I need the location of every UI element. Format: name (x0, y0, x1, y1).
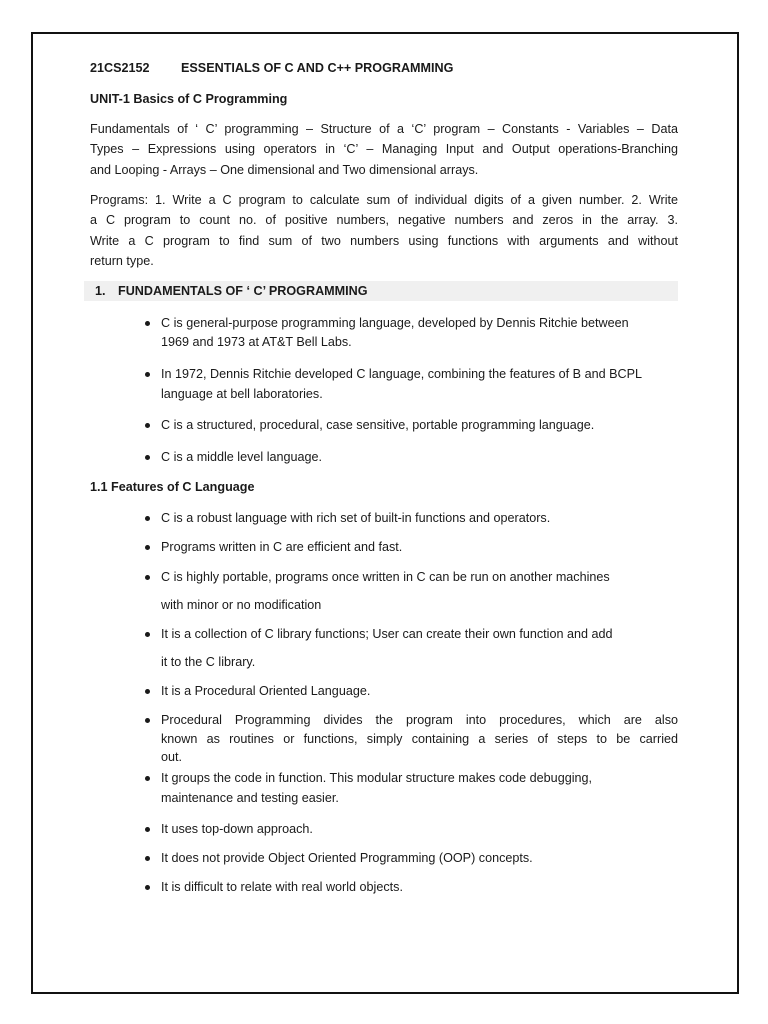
bullet-text: In 1972, Dennis Ritchie developed C language, combining the features of B and BCPL (161, 367, 642, 381)
bullet-icon (145, 776, 150, 781)
bullet-text: It groups the code in function. This modular structure makes code debugging, (161, 771, 593, 785)
bullet-icon (145, 718, 150, 723)
section-title: FUNDAMENTALS OF ‘ C’ PROGRAMMING (118, 284, 368, 298)
bullet-text: C is highly portable, programs once written in C can be run on another machines (161, 570, 610, 584)
bullet-text: C is general-purpose programming language, developed by Dennis Ritchie between (161, 316, 629, 330)
bullet-icon (145, 321, 150, 326)
course-title: ESSENTIALS OF C AND C++ PROGRAMMING (181, 61, 454, 75)
bullet-text: language at bell laboratories. (161, 387, 323, 401)
bullet-text: with minor or no modification (161, 598, 322, 612)
bullet-text: C is a robust language with rich set of built-in functions and operators. (161, 511, 551, 525)
programs-line: a C program to count no. of positive numbers, negative numbers and zeros in the array. 3. (90, 213, 678, 227)
course-code: 21CS2152 (90, 61, 150, 75)
bullet-icon (145, 516, 150, 521)
bullet-text: It is a Procedural Oriented Language. (161, 684, 371, 698)
bullet-icon (145, 575, 150, 580)
bullet-text: It is difficult to relate with real world objects. (161, 880, 403, 894)
bullet-icon (145, 632, 150, 637)
bullet-icon (145, 856, 150, 861)
unit-title: UNIT-1 Basics of C Programming (90, 92, 288, 106)
subsection-title: 1.1 Features of C Language (90, 480, 255, 494)
bullet-icon (145, 455, 150, 460)
section-number: 1. (95, 284, 106, 298)
bullet-text: Procedural Programming divides the program into procedures, which are also (161, 713, 678, 727)
bullet-icon (145, 885, 150, 890)
syllabus-line: Fundamentals of ‘ C’ programming – Structure of a ‘C’ program – Constants - Variables – Data (90, 122, 678, 136)
bullet-text: known as routines or functions, simply containing a series of steps to be carried (161, 732, 678, 746)
bullet-icon (145, 545, 150, 550)
bullet-icon (145, 423, 150, 428)
bullet-text: It does not provide Object Oriented Programming (OOP) concepts. (161, 851, 533, 865)
bullet-text: maintenance and testing easier. (161, 791, 339, 805)
bullet-text: 1969 and 1973 at AT&T Bell Labs. (161, 335, 352, 349)
bullet-text: C is a structured, procedural, case sensitive, portable programming language. (161, 418, 595, 432)
programs-line: Write a C program to find sum of two numbers using functions with arguments and without (90, 234, 678, 248)
syllabus-line: Types – Expressions using operators in ‘C’ – Managing Input and Output operations-Branching (90, 142, 678, 156)
bullet-icon (145, 372, 150, 377)
bullet-text: It is a collection of C library functions; User can create their own function and add (161, 627, 613, 641)
bullet-text: Programs written in C are efficient and fast. (161, 540, 403, 554)
programs-line: return type. (90, 254, 154, 268)
bullet-text: It uses top-down approach. (161, 822, 313, 836)
bullet-text: it to the C library. (161, 655, 256, 669)
bullet-text: C is a middle level language. (161, 450, 323, 464)
programs-line: Programs: 1. Write a C program to calculate sum of individual digits of a given number. 2. Write (90, 193, 678, 207)
bullet-icon (145, 689, 150, 694)
bullet-text: out. (161, 750, 183, 764)
bullet-icon (145, 827, 150, 832)
syllabus-line: and Looping - Arrays – One dimensional and Two dimensional arrays. (90, 163, 479, 177)
